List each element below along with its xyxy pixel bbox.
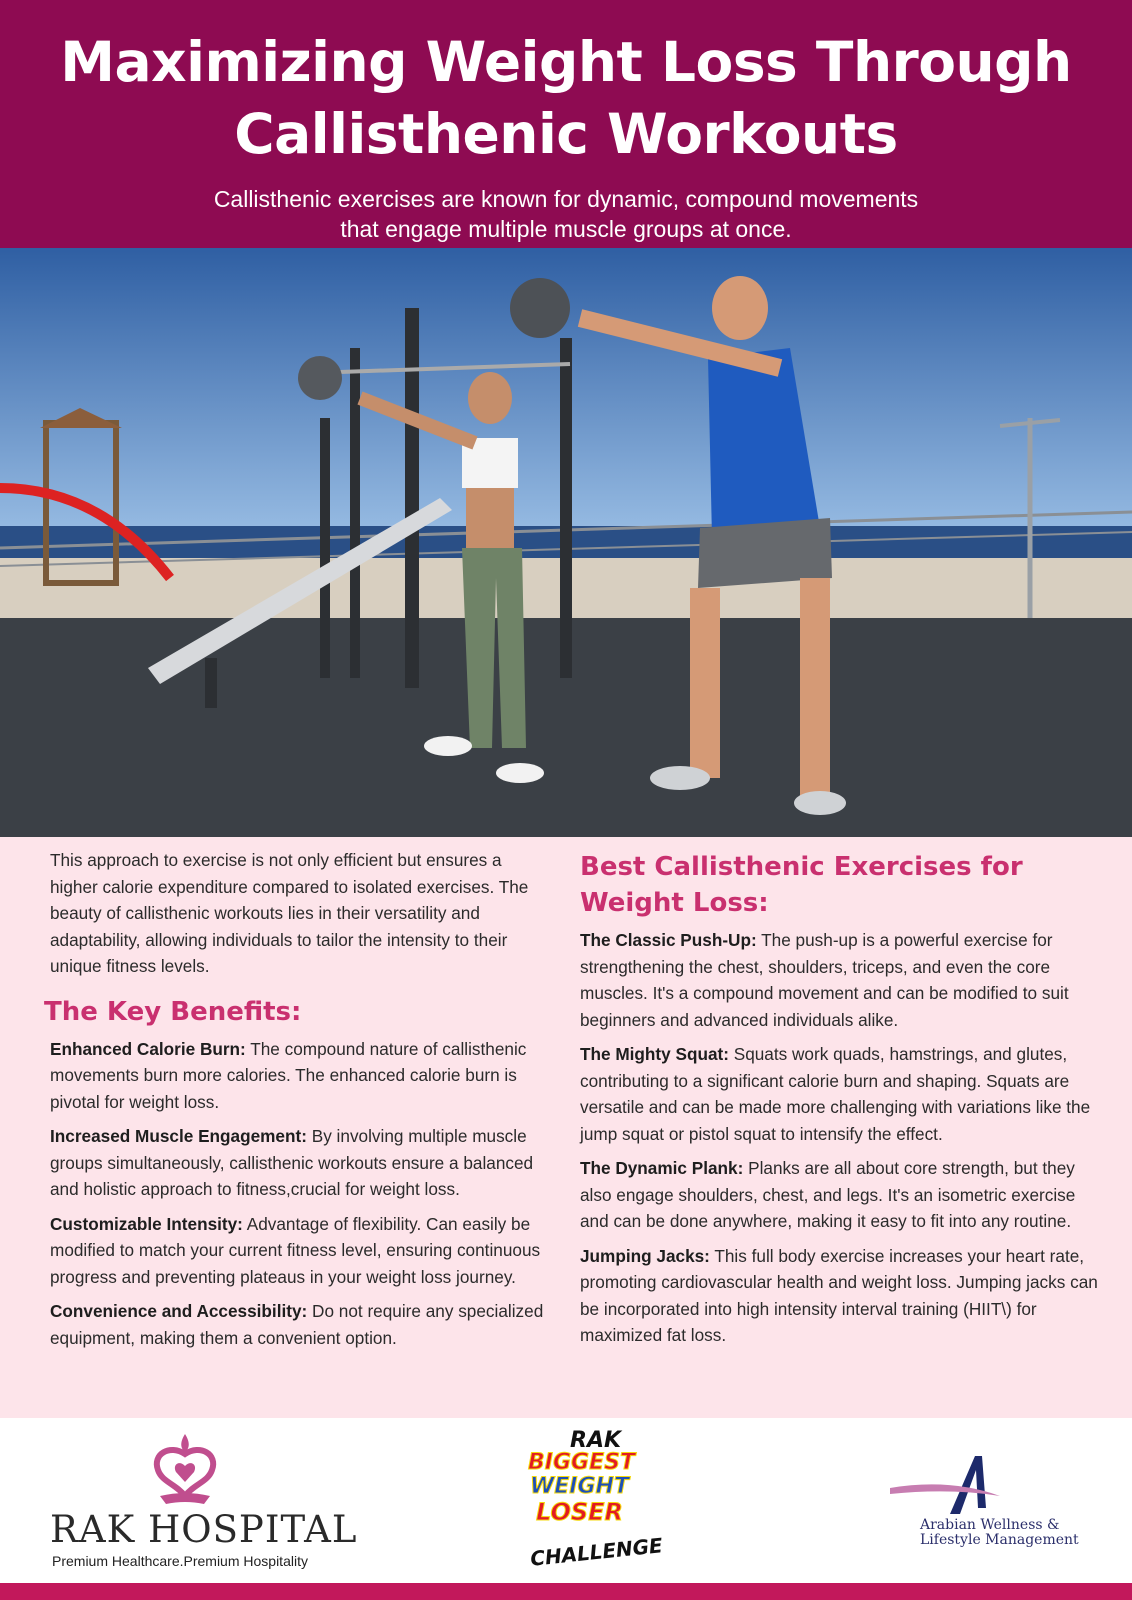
content-section [0,837,1132,1418]
left-column [44,847,550,1359]
benefit-text: The compound nature of callisthenic movements burn more calories. The enhanced calorie burn is pivotal for weight loss. [50,1038,527,1112]
benefit-heading: Increased Muscle Engagement: [50,1126,307,1146]
aw-line-2: Lifestyle Management [920,1532,1079,1548]
exercise-item [580,1155,1100,1235]
exercise-text: The push-up is a powerful exercise for strengthening the chest, shoulders, triceps, and even the core muscles. It's a compound movement and can be modified to suit beginners and advanced individuals alike. [580,930,1069,1030]
brand-line-rak: RAK [570,1428,622,1453]
biggest-weight-loser-logo [510,1428,690,1578]
bottom-accent-bar [0,1583,1132,1600]
arabian-wellness-logo [890,1448,1080,1558]
title-line-1: Maximizing Weight Loss Through [60,30,1072,94]
benefit-item [50,1036,550,1116]
subtitle-line-2: that engage multiple muscle groups at once. [340,216,792,242]
hero-illustration [0,248,1132,837]
right-column [580,849,1100,1357]
exercise-text: This full body exercise increases your heart rate, promoting cardiovascular health and weight loss. Jumping jacks can be incorporated into high intensity interval training (HIIT\) for maximized fat loss. [580,1245,1098,1345]
page-title [0,0,1132,170]
hero-photo [0,248,1132,837]
exercise-heading: The Dynamic Plank: [580,1158,744,1178]
exercise-item [580,1243,1100,1349]
subtitle-line-1: Callisthenic exercises are known for dynamic, compound movements [213,186,919,212]
intro-paragraph: This approach to exercise is not only efficient but ensures a higher calorie expenditure compared to isolated exercises. The beauty of callisthenic workouts lies in their versatility and adaptability, allowing individuals to tailor the intensity to their unique fitness levels. [50,850,529,976]
benefit-text: Do not require any specialized equipment, making them a convenient option. [50,1301,544,1348]
brand-line-loser: LOSER [536,1498,623,1526]
exercise-heading: Jumping Jacks: [580,1245,710,1266]
footer-logos [0,1418,1132,1583]
exercise-text: Squats work quads, hamstrings, and glutes, contributing to a significant calorie burn and shaping. Squats are versatile and can be made more challenging with variations like the jump squat or pistol squat to intensify the effect. [580,1044,1091,1144]
benefit-text: By involving multiple muscle groups simultaneously, callisthenic workouts ensure a balanced and holistic approach to fitness,crucial for weight loss. [50,1126,534,1199]
benefit-heading: Customizable Intensity: [50,1213,243,1234]
aw-line-1: Arabian Wellness & [920,1517,1060,1533]
exercise-text: Planks are all about core strength, but they also engage shoulders, chest, and legs. It's an isometric exercise and can be done anywhere, making it easy to fit into any routine. [580,1158,1076,1231]
benefit-text: Advantage of flexibility. Can easily be modified to match your current fitness level, ensuring continuous progress and preventing plateaus in your weight loss journey. [50,1213,541,1287]
brand-line-biggest: BIGGEST [528,1450,635,1475]
rak-hospital-name: RAK HOSPITAL [50,1508,358,1551]
benefit-item [50,1123,550,1203]
brand-line-challenge: CHALLENGE [529,1533,664,1571]
key-benefits-heading: The Key Benefits: [44,996,302,1027]
rak-hospital-lotus-icon [140,1430,230,1510]
title-line-2: Callisthenic Workouts [234,102,898,166]
arabian-wellness-a-icon [890,1448,1080,1518]
benefit-item [50,1211,550,1291]
exercise-item [580,927,1100,1033]
page-subtitle [0,184,1132,244]
benefit-item [50,1298,550,1351]
rak-hospital-tagline: Premium Healthcare.Premium Hospitality [52,1553,308,1569]
exercise-item [580,1041,1100,1147]
benefit-heading: Enhanced Calorie Burn: [50,1038,246,1059]
exercise-heading: The Classic Push-Up: [580,930,757,950]
arabian-wellness-name [920,1518,1079,1548]
brand-line-weight: WEIGHT [530,1474,629,1499]
rak-hospital-logo [48,1430,358,1575]
best-exercises-heading: Best Callisthenic Exercises for Weight Loss: [580,852,1023,918]
header-banner [0,0,1132,248]
benefit-heading: Convenience and Accessibility: [50,1301,308,1321]
exercise-heading: The Mighty Squat: [580,1044,729,1064]
